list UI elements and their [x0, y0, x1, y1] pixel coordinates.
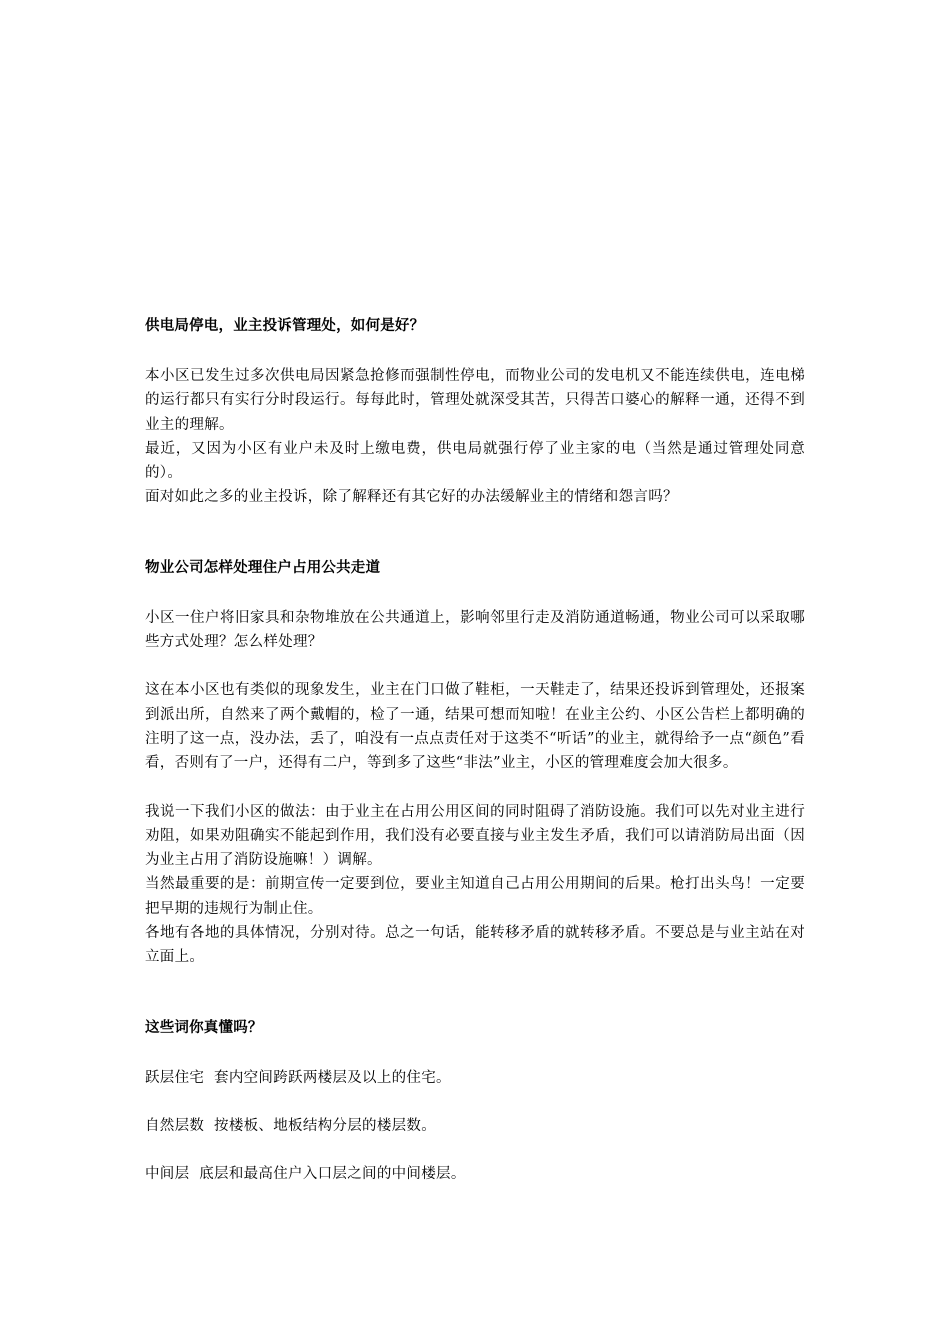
spacer: [145, 1039, 805, 1066]
section-title: 物业公司怎样处理住户占用公共走道: [145, 559, 381, 576]
spacer: [145, 337, 805, 364]
section-title: 供电局停电，业主投诉管理处，如何是好？: [145, 318, 425, 334]
answer-paragraph: 各地有各地的具体情况，分别对待。总之一句话，能转移矛盾的就转移矛盾。不要总是与业主站在对立面上。: [145, 925, 805, 966]
spacer: [145, 970, 805, 1018]
spacer: [145, 1090, 805, 1114]
spacer: [145, 1138, 805, 1162]
question-paragraph: 小区一住户将旧家具和杂物堆放在公共通道上，影响邻里行走及消防通道畅通，物业公司可以采取哪些方式处理？怎么样处理？: [145, 609, 805, 651]
paragraph: 本小区已发生过多次供电局因紧急抢修而强制性停电，而物业公司的发电机又不能连续供电，连电梯的运行都只有实行分时段运行。每每此时，管理处就深受其苦，只得苦口婆心的解释一通，还得不到业主的理解。: [145, 368, 805, 433]
section-title: 这些词你真懂吗？: [145, 1019, 263, 1036]
term-definition: 自然层数 按楼板、地板结构分层的楼层数。: [145, 1117, 437, 1134]
document-page: [145, 316, 805, 1187]
paragraph: 面对如此之多的业主投诉，除了解释还有其它好的办法缓解业主的情绪和怨言吗？: [145, 489, 678, 506]
paragraph: 最近，又因为小区有业户未及时上缴电费，供电局就强行停了业主家的电（当然是通过管理处同意的）。: [145, 440, 805, 482]
spacer: [145, 654, 805, 678]
term-definition: 跃层住宅 套内空间跨跃两楼层及以上的住宅。: [145, 1069, 451, 1086]
term-definition: 中间层 底层和最高住户入口层之间的中间楼层。: [145, 1166, 466, 1183]
answer-paragraph: 我说一下我们小区的做法：由于业主在占用公用区间的同时阻碍了消防设施。我们可以先对业主进行劝阻，如果劝阻确实不能起到作用，我们没有必要直接与业主发生矛盾，我们可以请消防局出面（因为业主占用了消防设施嘛！）调解。: [145, 803, 805, 869]
answer-paragraph: 这在本小区也有类似的现象发生，业主在门口做了鞋柜，一天鞋走了，结果还投诉到管理处，还报案到派出所，自然来了两个戴帽的，检了一通，结果可想而知啦！在业主公约、小区公告栏上都明确的注明了这一点，没办法，丢了，咱没有一点点责任对于这类不“听话”的业主，就得给予一点“颜色”看看，否则有了一户，还得有二户，等到多了这些“非法”业主，小区的管理难度会加大很多。: [145, 682, 805, 772]
spacer: [145, 776, 805, 800]
spacer: [145, 579, 805, 606]
spacer: [145, 510, 805, 558]
answer-paragraph: 当然最重要的是：前期宣传一定要到位，要业主知道自己占用公用期间的后果。枪打出头鸟！一定要把早期的违规行为制止住。: [145, 876, 805, 917]
